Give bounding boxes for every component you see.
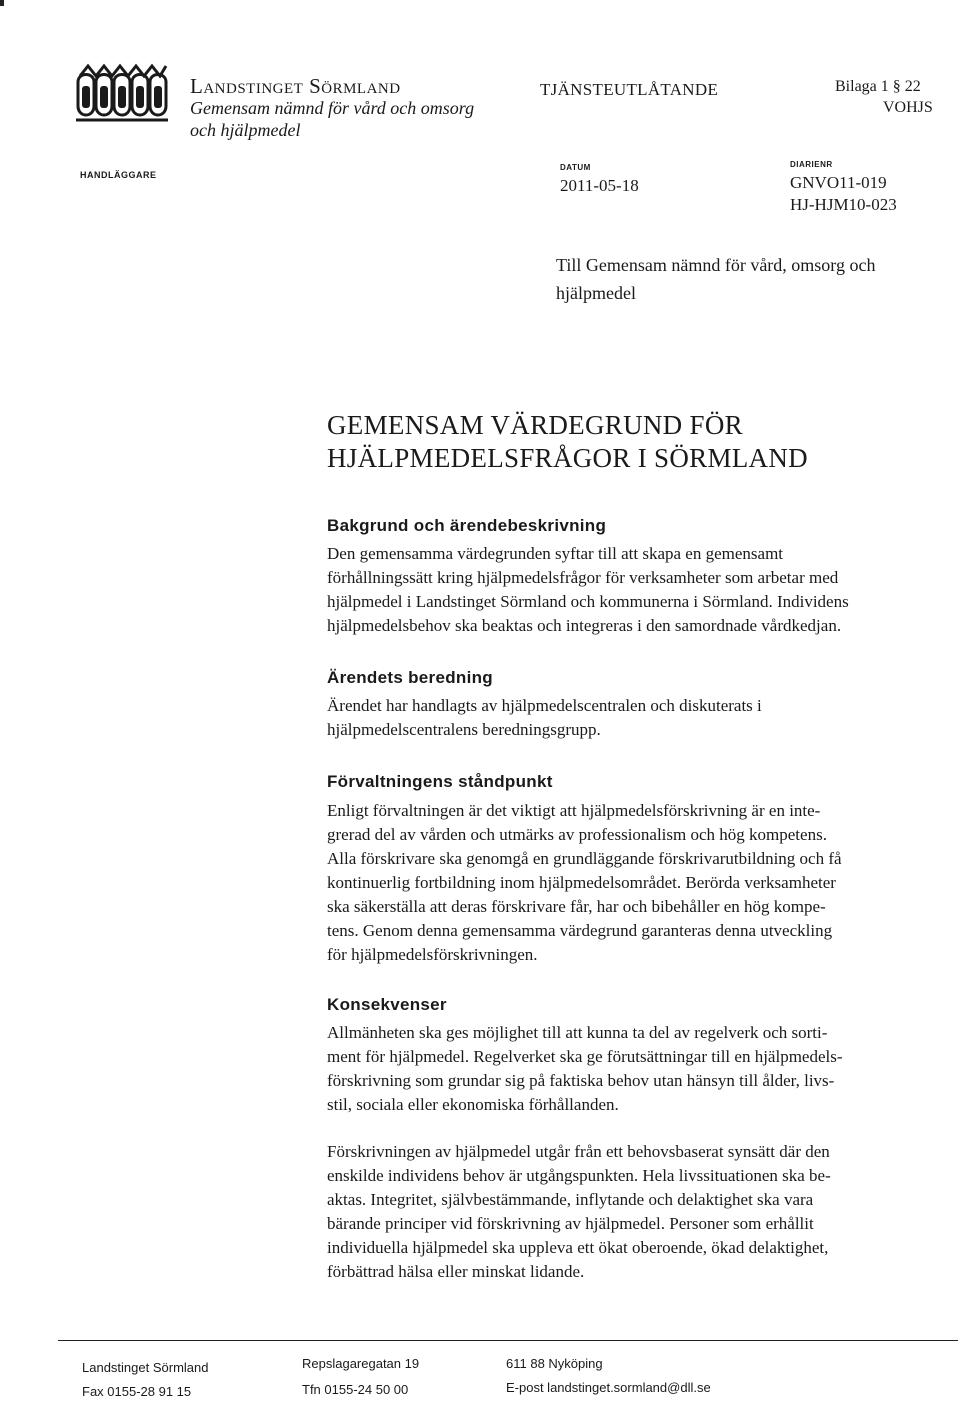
body-line: Enligt förvaltningen är det viktigt att hjälpmedelsförskrivning är en inte- <box>327 801 821 820</box>
body-line: hjälpmedelsbehov ska beaktas och integreras i den samordnade vårdkedjan. <box>327 616 842 635</box>
section-heading-forvaltningens-standpunkt: Förvaltningens ståndpunkt <box>327 772 553 791</box>
diarienr-label: DIARIENR <box>790 160 833 169</box>
footer-divider <box>58 1340 958 1341</box>
scan-mark <box>0 0 4 6</box>
org-subtitle-line1: Gemensam nämnd för vård och omsorg <box>190 98 475 118</box>
section-body-forvaltningens-standpunkt <box>327 799 842 967</box>
bilaga-code: VOHJS <box>883 99 933 116</box>
section-body-konsekvenser <box>327 1021 843 1117</box>
body-line: för hjälpmedelsförskrivningen. <box>327 945 538 964</box>
body-line: ska säkerställa att deras förskrivare får, har och bibehåller en hög kompe- <box>327 897 826 916</box>
footer-fax: Fax 0155-28 91 15 <box>82 1384 192 1399</box>
document-type: TJÄNSTEUTLÅTANDE <box>540 80 719 99</box>
section-heading-bakgrund: Bakgrund och ärendebeskrivning <box>327 516 607 535</box>
body-line: Alla förskrivare ska genomgå en grundläggande förskrivarutbildning och få <box>327 849 842 868</box>
footer-street-address: Repslagaregatan 19 <box>302 1356 420 1371</box>
body-line: hjälpmedel i Landstinget Sörmland och kommunerna i Sörmland. Individens <box>327 592 849 611</box>
body-line: förhållningssätt kring hjälpmedelsfrågor för verksamheter som arbetar med <box>327 568 839 587</box>
landstinget-crown-logo-icon <box>72 62 172 128</box>
section-body-forskrivning <box>327 1140 831 1284</box>
body-line: kontinuerlig fortbildning inom hjälpmedelsområdet. Berörda verksamheter <box>327 873 836 892</box>
footer-phone: Tfn 0155-24 50 00 <box>302 1382 409 1397</box>
datum-label: DATUM <box>560 163 591 172</box>
body-line: Ärendet har handlagts av hjälpmedelscentralen och diskuterats i <box>327 696 762 715</box>
datum-value: 2011-05-18 <box>560 176 639 195</box>
body-line: tens. Genom denna gemensamma värdegrund garanteras denna utveckling <box>327 921 833 940</box>
recipient-line1: Till Gemensam nämnd för vård, omsorg och <box>556 255 876 275</box>
body-line: Den gemensamma värdegrunden syftar till att skapa en gemensamt <box>327 544 784 563</box>
body-line: förbättrad hälsa eller minskat lidande. <box>327 1262 585 1281</box>
diarienr-value-1: GNVO11-019 <box>790 173 887 192</box>
section-heading-konsekvenser: Konsekvenser <box>327 995 447 1014</box>
body-line: grerad del av vården och utmärks av professionalism och hög kompetens. <box>327 825 827 844</box>
handlaggare-label: HANDLÄGGARE <box>80 170 157 180</box>
body-line: Allmänheten ska ges möjlighet till att kunna ta del av regelverk och sorti- <box>327 1023 828 1042</box>
org-subtitle-line2: och hjälpmedel <box>190 120 301 140</box>
section-body-bakgrund <box>327 542 849 638</box>
body-line: Förskrivningen av hjälpmedel utgår från ett behovsbaserat synsätt där den <box>327 1142 830 1161</box>
body-line: enskilde individens behov är utgångspunkten. Hela livssituationen ska be- <box>327 1166 831 1185</box>
org-name: Landstinget Sörmland <box>190 74 401 98</box>
body-line: aktas. Integritet, självbestämmande, inflytande och delaktighet ska vara <box>327 1190 814 1209</box>
body-line: bärande principer vid förskrivning av hjälpmedel. Personer som erhållit <box>327 1214 814 1233</box>
bilaga-reference: Bilaga 1 § 22 <box>835 78 921 95</box>
recipient-line2: hjälpmedel <box>556 283 636 303</box>
footer-org-name: Landstinget Sörmland <box>82 1360 209 1375</box>
section-heading-arendets-beredning: Ärendets beredning <box>327 668 493 687</box>
section-body-arendets-beredning <box>327 694 762 742</box>
document-title-line1: GEMENSAM VÄRDEGRUND FÖR <box>327 410 743 440</box>
body-line: förskrivning som grundar sig på faktiska behov utan hänsyn till ålder, livs- <box>327 1071 835 1090</box>
footer-postal-city: 611 88 Nyköping <box>506 1356 603 1371</box>
body-line: stil, sociala eller ekonomiska förhållanden. <box>327 1095 619 1114</box>
body-line: ment för hjälpmedel. Regelverket ska ge förutsättningar till en hjälpmedels- <box>327 1047 843 1066</box>
document-title-line2: HJÄLPMEDELSFRÅGOR I SÖRMLAND <box>327 443 808 473</box>
body-line: hjälpmedelscentralens beredningsgrupp. <box>327 720 601 739</box>
footer-email: E-post landstinget.sormland@dll.se <box>506 1380 711 1395</box>
diarienr-value-2: HJ-HJM10-023 <box>790 195 897 214</box>
body-line: individuella hjälpmedel ska uppleva ett ökat oberoende, ökad delaktighet, <box>327 1238 829 1257</box>
